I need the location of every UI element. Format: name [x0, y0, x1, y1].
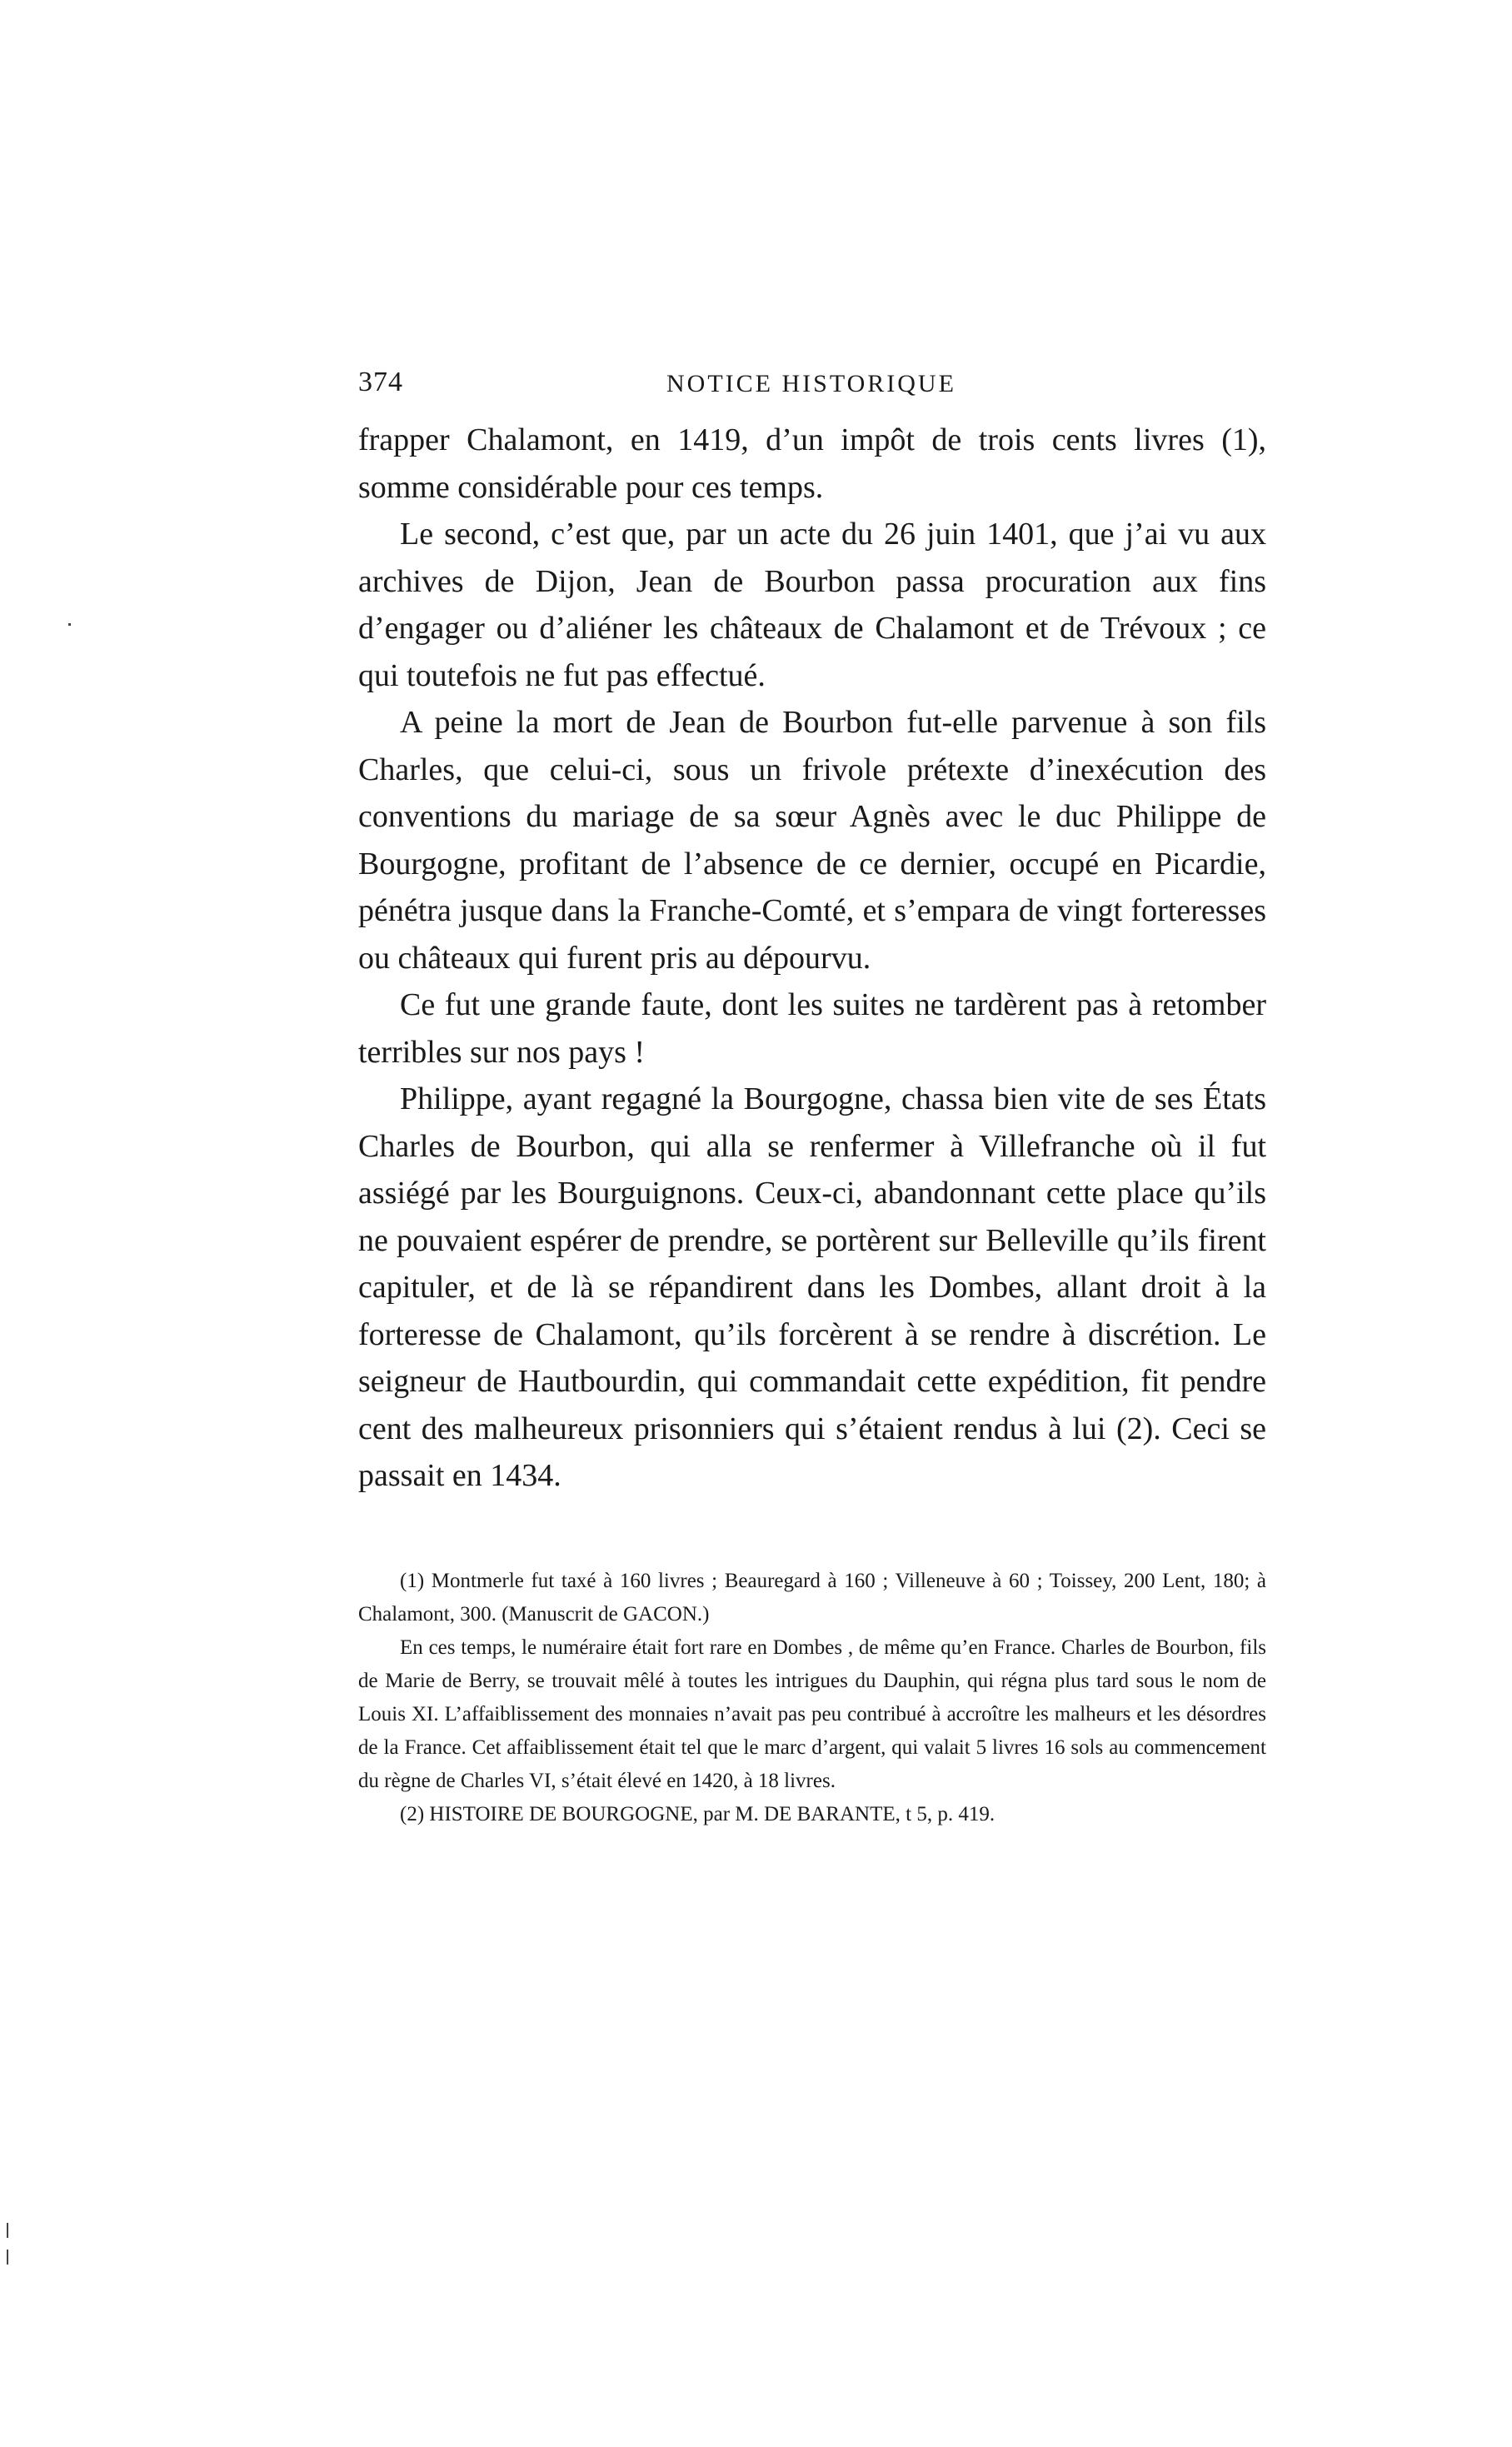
margin-speck [7, 2250, 8, 2265]
footnotes [358, 1565, 1266, 1831]
running-title: NOTICE HISTORIQUE [666, 370, 956, 397]
page-header [358, 367, 1266, 417]
body-text [358, 417, 1266, 1500]
margin-speck [7, 2223, 8, 2238]
page-number: 374 [358, 367, 403, 397]
paragraph: frapper Chalamont, en 1419, d’un impôt de trois cents livres (1), somme considérable pour ces temps. [358, 422, 1266, 505]
margin-speck [68, 623, 71, 626]
paragraph: Ce fut une grande faute, dont les suites ne tardèrent pas à retomber terribles sur nos pays ! [358, 987, 1266, 1070]
book-page [358, 367, 1266, 1831]
paragraph: A peine la mort de Jean de Bourbon fut-elle parvenue à son fils Charles, que celui-ci, sous un frivole prétexte d’inexécution des conventions du mariage de sa sœur Agnès avec le duc Philippe de Bourgogne, profitant de l’absence de ce dernier, occupé en Picardie, pénétra jusque dans la Franche-Comté, et s’empara de vingt forteresses ou châteaux qui furent pris au dépourvu. [358, 705, 1266, 976]
footnote: (1) Montmerle fut taxé à 160 livres ; Beauregard à 160 ; Villeneuve à 60 ; Toissey, 200 Lent, 180; à Chalamont, 300. (Manuscrit de GACON.) [358, 1569, 1266, 1626]
footnote: (2) HISTOIRE DE BOURGOGNE, par M. DE BARANTE, t 5, p. 419. [400, 1802, 996, 1825]
paragraph: Le second, c’est que, par un acte du 26 juin 1401, que j’ai vu aux archives de Dijon, Jean de Bourbon passa procuration aux fins d’engager ou d’aliéner les châteaux de Chalamont et de Trévoux ; ce qui toutefois ne fut pas effectué. [358, 517, 1266, 693]
paragraph: Philippe, ayant regagné la Bourgogne, chassa bien vite de ses États Charles de Bourbon, qui alla se renfermer à Villefranche où il fut assiégé par les Bourguignons. Ceux-ci, abandonnant cette place qu’ils ne pouvaient espérer de prendre, se portèrent sur Belleville qu’ils firent capituler, et de là se répandirent dans les Dombes, allant droit à la forteresse de Chalamont, qu’ils forcèrent à se rendre à discrétion. Le seigneur de Hautbourdin, qui commandait cette expédition, fit pendre cent des malheureux prisonniers qui s’étaient rendus à lui (2). Ceci se passait en 1434. [358, 1081, 1266, 1493]
footnote: En ces temps, le numéraire était fort rare en Dombes , de même qu’en France. Charles de Bourbon, fils de Marie de Berry, se trouvait mêlé à toutes les intrigues du Dauphin, qui régna plus tard sous le nom de Louis XI. L’affaiblissement des monnaies n’avait pas peu contribué à accroître les malheurs et les désordres de la France. Cet affaiblissement était tel que le marc d’argent, qui valait 5 livres 16 sols au commencement du règne de Charles VI, s’était élevé en 1420, à 18 livres. [358, 1635, 1266, 1792]
